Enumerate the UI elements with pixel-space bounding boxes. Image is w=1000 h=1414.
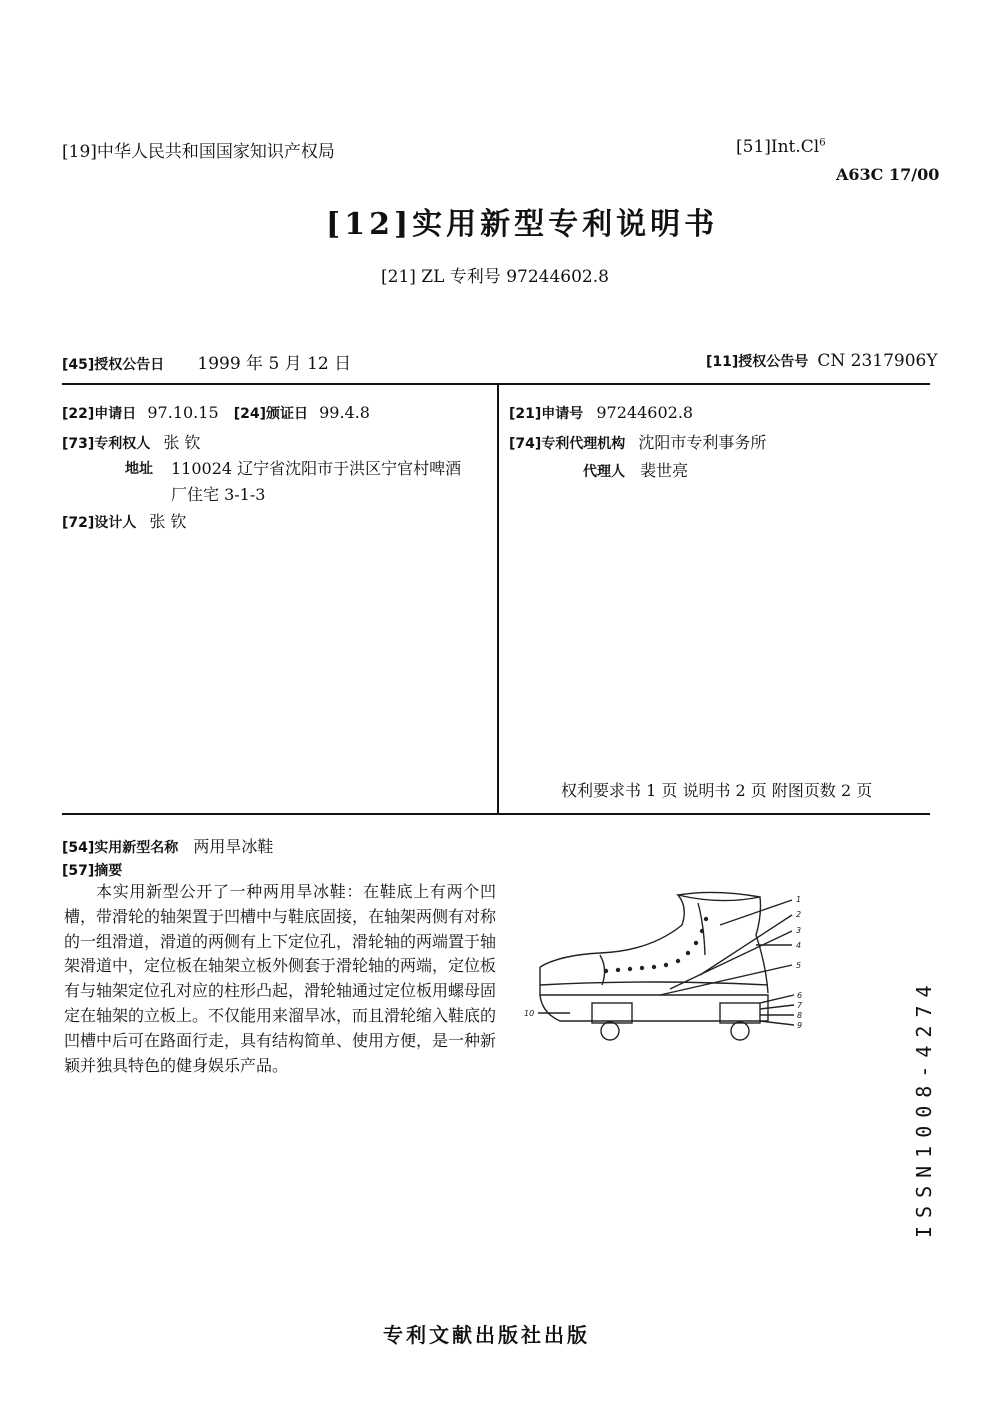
holder-label: [73]专利权人 <box>62 436 151 452</box>
part-label-8: 8 <box>797 1011 803 1020</box>
utility-name: 两用旱冰鞋 <box>193 837 274 856</box>
announce-no: CN 2317906Y <box>817 351 938 371</box>
part-label-2: 2 <box>796 910 802 919</box>
column-divider <box>497 384 499 814</box>
issn-vertical <box>893 970 953 1240</box>
leader-3 <box>670 931 792 989</box>
filing-date: 97.10.15 <box>147 403 219 422</box>
leader-9 <box>760 1021 794 1025</box>
page-counts: 权利要求书 1 页 说明书 2 页 附图页数 2 页 <box>561 781 873 800</box>
announce-no-label: [11]授权公告号 <box>706 354 809 370</box>
designer-label: [72]设计人 <box>62 515 137 531</box>
address-line-2: 厂住宅 3-1-3 <box>171 485 266 504</box>
document-type-title: [12]实用新型专利说明书 <box>326 207 719 242</box>
cert-date: 99.4.8 <box>319 403 370 422</box>
part-label-9: 9 <box>797 1021 803 1030</box>
leader-7 <box>760 1005 794 1009</box>
agent-name: 裴世亮 <box>640 461 689 480</box>
abstract-text: 本实用新型公开了一种两用旱冰鞋：在鞋底上有两个凹槽，带滑轮的轴架置于凹槽中与鞋底固接，在轴架两侧有对称的一组滑道，滑道的两侧有上下定位孔，滑轮轴的两端置于轴架滑道中，定位板在轴架立板外侧套于滑轮轴的两端，定位板有与轴架定位孔对应的柱形凸起，滑轮轴通过定位板用螺母固定在轴架的立板上。不仅能用来溜旱冰，而且滑轮缩入鞋底的凹槽中后可在路面行走，具有结构简单、使用方便，是一种新颖并独具特色的健身娱乐产品。 <box>64 882 497 1075</box>
application-label: [21]申请号 <box>509 406 584 422</box>
roller-shoe-figure <box>520 885 820 1060</box>
announce-date-row <box>62 349 351 374</box>
designer-name: 张 钦 <box>149 512 187 531</box>
bottom-rule <box>62 813 930 815</box>
sole-outline <box>540 995 768 1021</box>
holder-name: 张 钦 <box>163 433 201 452</box>
lace-holes <box>604 917 708 973</box>
int-cl-text: [51]Int.Cl <box>736 137 820 157</box>
toe-seam <box>600 955 605 985</box>
abstract-label: [57]摘要 <box>62 863 123 879</box>
announce-date-label: [45]授权公告日 <box>62 357 165 373</box>
agent-label: 代理人 <box>583 464 625 480</box>
shoe-collar <box>678 892 760 897</box>
utility-name-row <box>62 834 273 857</box>
application-row <box>509 403 693 423</box>
utility-name-label: [54]实用新型名称 <box>62 840 179 856</box>
sole-top-line <box>540 982 768 985</box>
int-cl-edition: 6 <box>819 137 826 149</box>
part-label-7: 7 <box>797 1001 803 1010</box>
part-label-1: 1 <box>796 895 802 904</box>
designer-row <box>62 509 186 532</box>
int-cl-label <box>736 137 826 157</box>
agency-label: [74]专利代理机构 <box>509 436 626 452</box>
publisher: 专利文献出版社出版 <box>383 1323 590 1347</box>
front-wheel <box>601 1022 619 1040</box>
agency-name: 沈阳市专利事务所 <box>638 433 767 452</box>
address-line-1: 110024 辽宁省沈阳市于洪区宁官村啤酒 <box>171 459 462 478</box>
announce-date: 1999 年 5 月 12 日 <box>197 354 352 374</box>
part-label-3: 3 <box>796 926 802 935</box>
issuing-office: [19]中华人民共和国国家知识产权局 <box>62 142 335 162</box>
rear-wheel <box>731 1022 749 1040</box>
cert-label: [24]颁证日 <box>233 406 308 422</box>
part-label-4: 4 <box>796 941 802 950</box>
address-label: 地址 <box>125 461 153 477</box>
issn-text: ISSN1008-4274 <box>912 977 936 1238</box>
leader-6 <box>760 995 794 1003</box>
filing-row <box>62 403 370 423</box>
holder-row <box>62 430 200 453</box>
agent-row <box>583 458 688 481</box>
ipc-classification: A63C 17/00 <box>836 165 940 184</box>
front-axle-frame <box>592 1003 632 1023</box>
top-rule <box>62 383 930 385</box>
part-label-6: 6 <box>797 991 803 1000</box>
patent-number: [21] ZL 专利号 97244602.8 <box>381 267 609 287</box>
leader-5 <box>660 965 792 995</box>
part-label-10: 10 <box>524 1009 535 1018</box>
announce-no-row <box>706 351 938 371</box>
agency-row <box>509 430 766 453</box>
filing-label: [22]申请日 <box>62 406 137 422</box>
application-number: 97244602.8 <box>596 403 694 422</box>
rear-axle-frame <box>720 1003 760 1023</box>
part-label-5: 5 <box>796 961 802 970</box>
